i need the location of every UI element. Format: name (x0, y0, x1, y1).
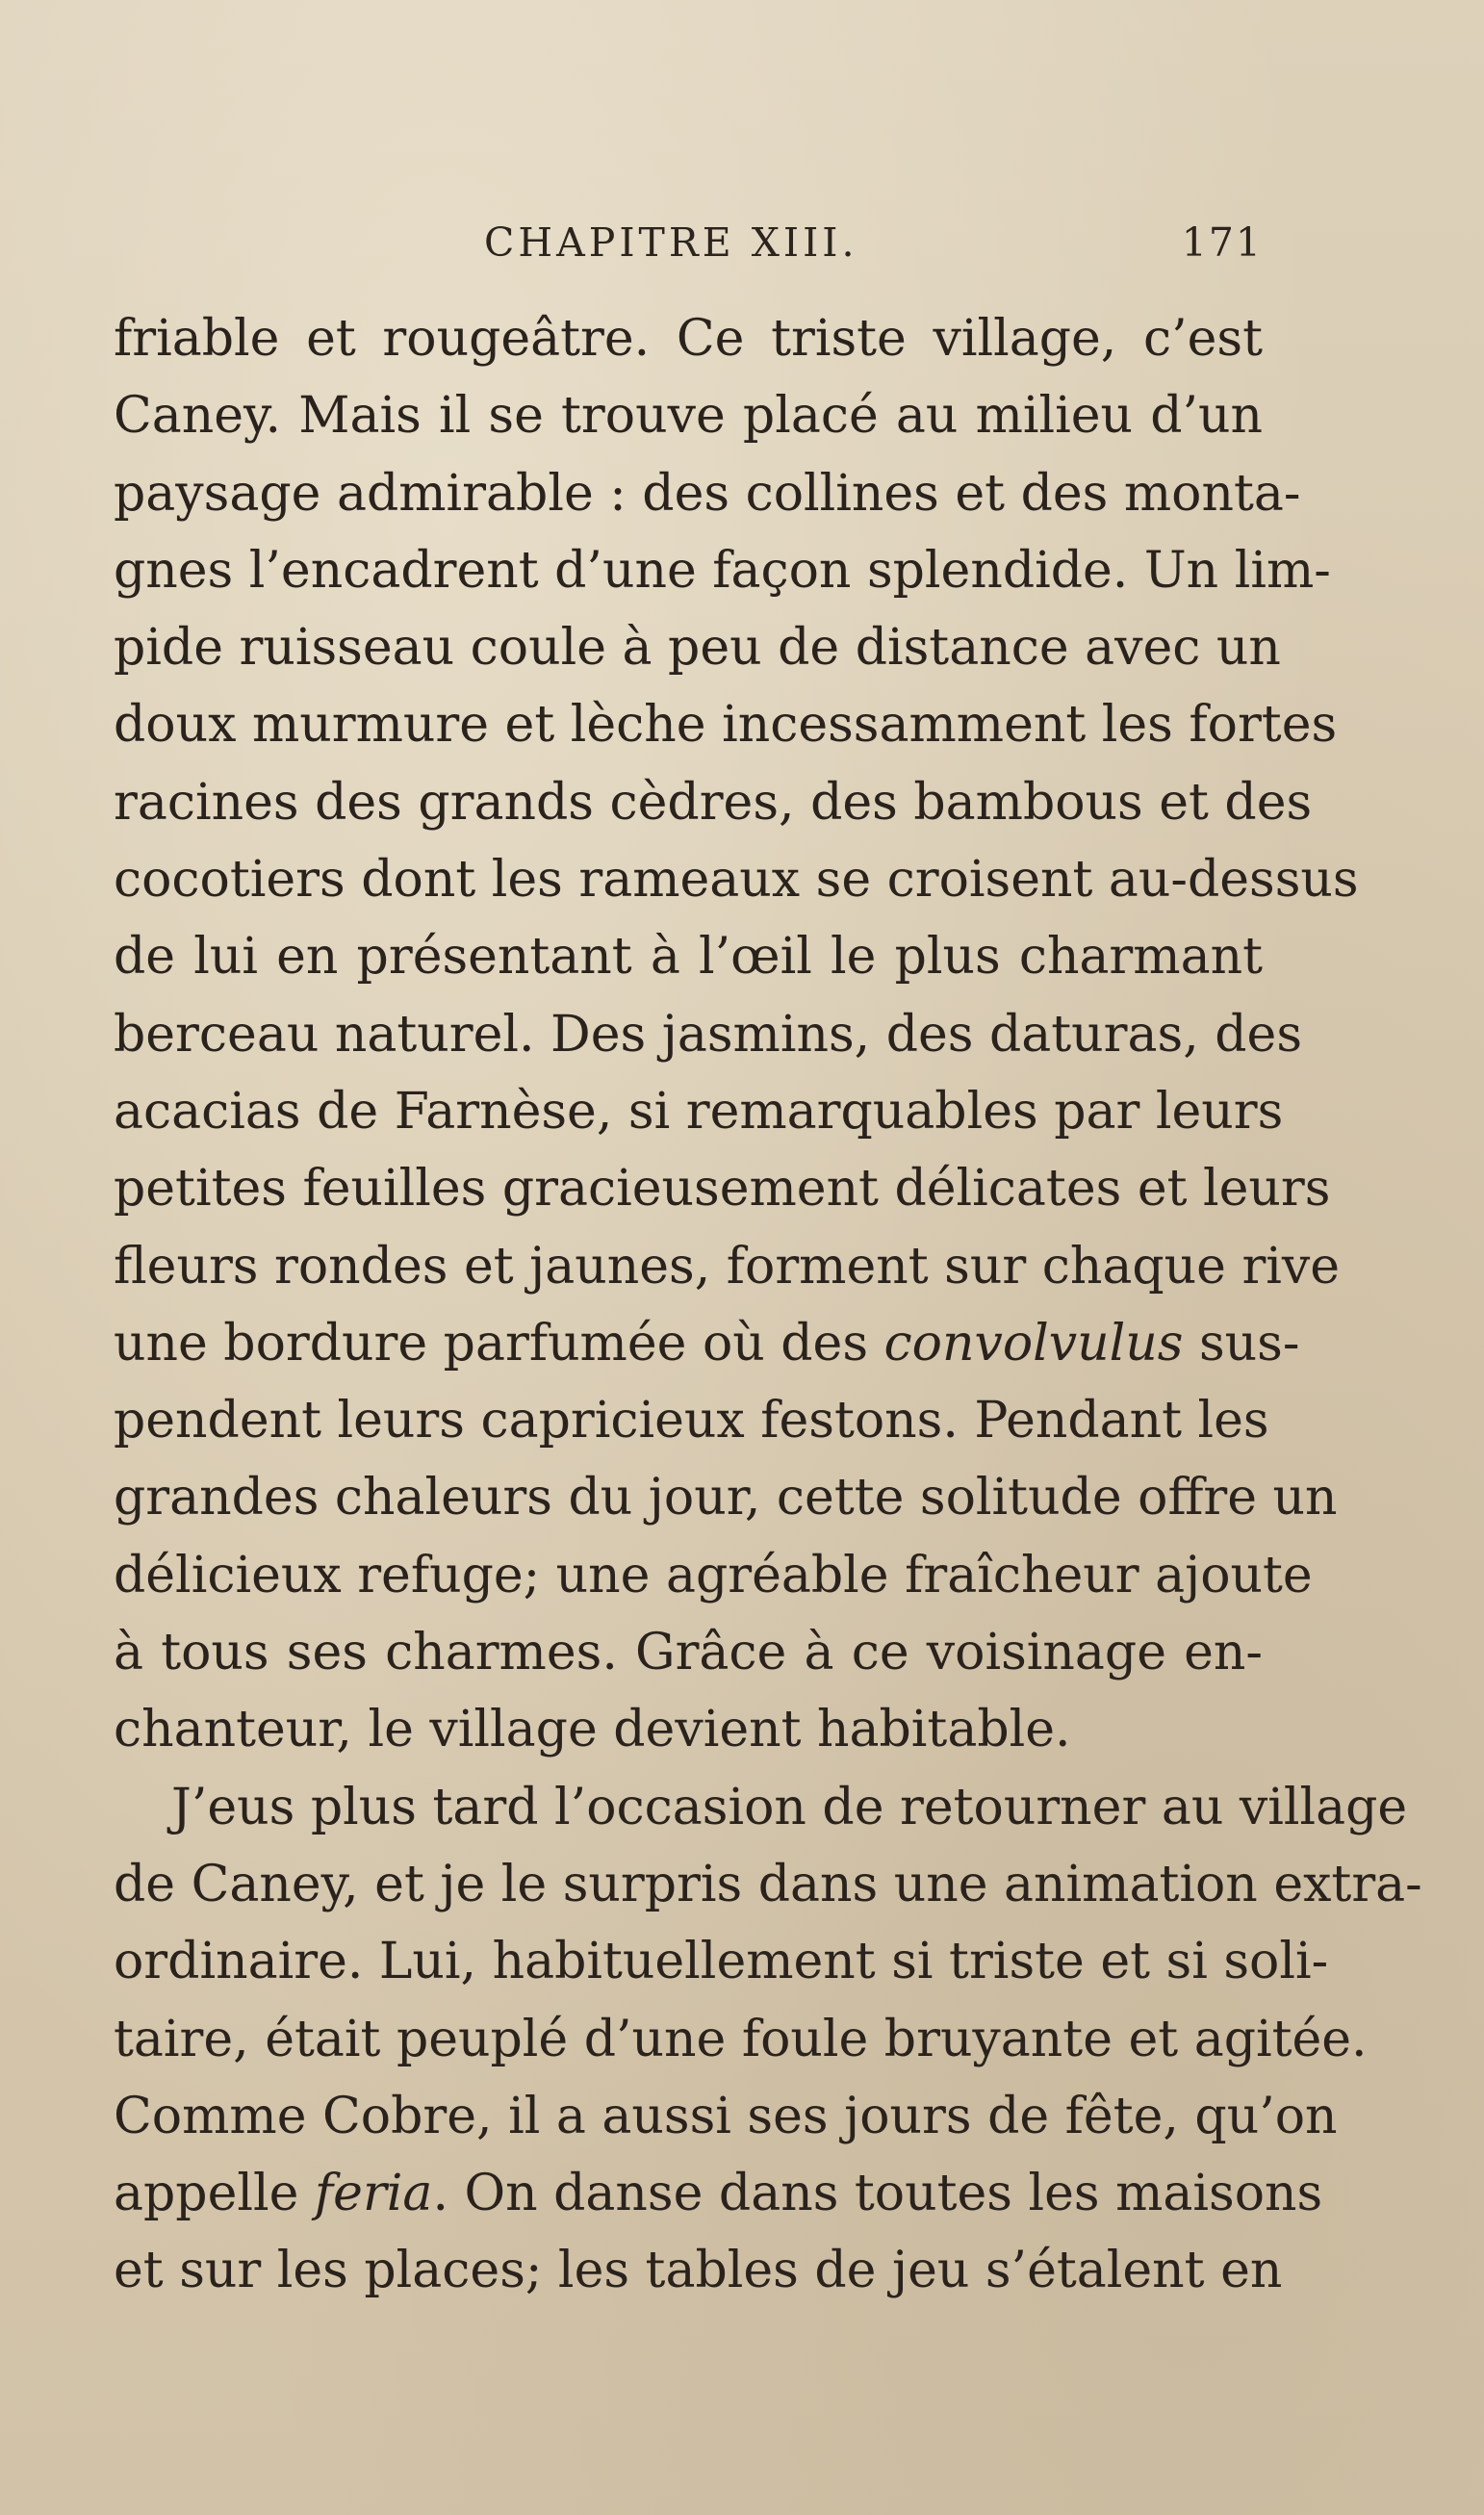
text-line: cocotiers dont les rameaux se croisent au-dessus (114, 851, 1359, 910)
italic-term: feria (314, 2165, 433, 2223)
text-line: de lui en présentant à l’œil le plus charmant (114, 928, 1263, 987)
text-line: gnes l’encadrent d’une façon splendide. Un lim- (114, 541, 1331, 600)
text-line: berceau naturel. Des jasmins, des daturas, des (114, 1005, 1302, 1064)
paragraph-start-line: J’eus plus tard l’occasion de retourner au village (171, 1778, 1408, 1836)
text-segment: appelle (114, 2165, 315, 2223)
italic-term: convolvulus (883, 1314, 1184, 1373)
text-line: et sur les places; les tables de jeu s’étalent en (114, 2242, 1283, 2300)
text-line: friable et rougeâtre. Ce triste village, c’est (114, 310, 1263, 368)
text-line: pide ruisseau coule à peu de distance avec un (114, 619, 1281, 678)
text-line: Caney. Mais il se trouve placé au milieu d’un (114, 387, 1263, 446)
text-line: délicieux refuge; une agréable fraîcheur ajoute (114, 1546, 1313, 1604)
text-line: grandes chaleurs du jour, cette solitude offre un (114, 1469, 1338, 1527)
text-segment: . On danse dans toutes les maisons (432, 2165, 1323, 2223)
text-line-with-italic (114, 1305, 1300, 1382)
text-segment: une bordure parfumée où des (114, 1314, 884, 1373)
text-line: fleurs rondes et jaunes, forment sur chaque rive (114, 1237, 1341, 1296)
text-line: paysage admirable : des collines et des monta- (114, 464, 1301, 523)
running-head (114, 219, 1263, 277)
text-line: doux murmure et lèche incessamment les fortes (114, 696, 1338, 755)
text-line: acacias de Farnèse, si remarquables par leurs (114, 1082, 1284, 1141)
text-line: de Caney, et je le surpris dans une animation extra- (114, 1855, 1422, 1913)
paragraph-end-line: chanteur, le village devient habitable. (114, 1701, 1071, 1759)
body-text (114, 300, 1422, 2310)
text-line: ordinaire. Lui, habituellement si triste et si soli- (114, 1933, 1329, 1991)
text-line-with-italic (114, 2155, 1323, 2232)
text-line: Comme Cobre, il a aussi ses jours de fête, qu’on (114, 2087, 1338, 2145)
chapter-title: CHAPITRE XIII. (484, 219, 858, 266)
text-line: racines des grands cèdres, des bambous et des (114, 773, 1313, 832)
text-line: petites feuilles gracieusement délicates et leurs (114, 1160, 1331, 1219)
text-segment: sus- (1183, 1314, 1300, 1373)
page-number: 171 (1181, 219, 1263, 266)
text-line: taire, était peuplé d’une foule bruyante et agitée. (114, 2010, 1368, 2068)
text-line: à tous ses charmes. Grâce à ce voisinage en- (114, 1624, 1263, 1682)
text-line: pendent leurs capricieux festons. Pendant les (114, 1392, 1269, 1450)
